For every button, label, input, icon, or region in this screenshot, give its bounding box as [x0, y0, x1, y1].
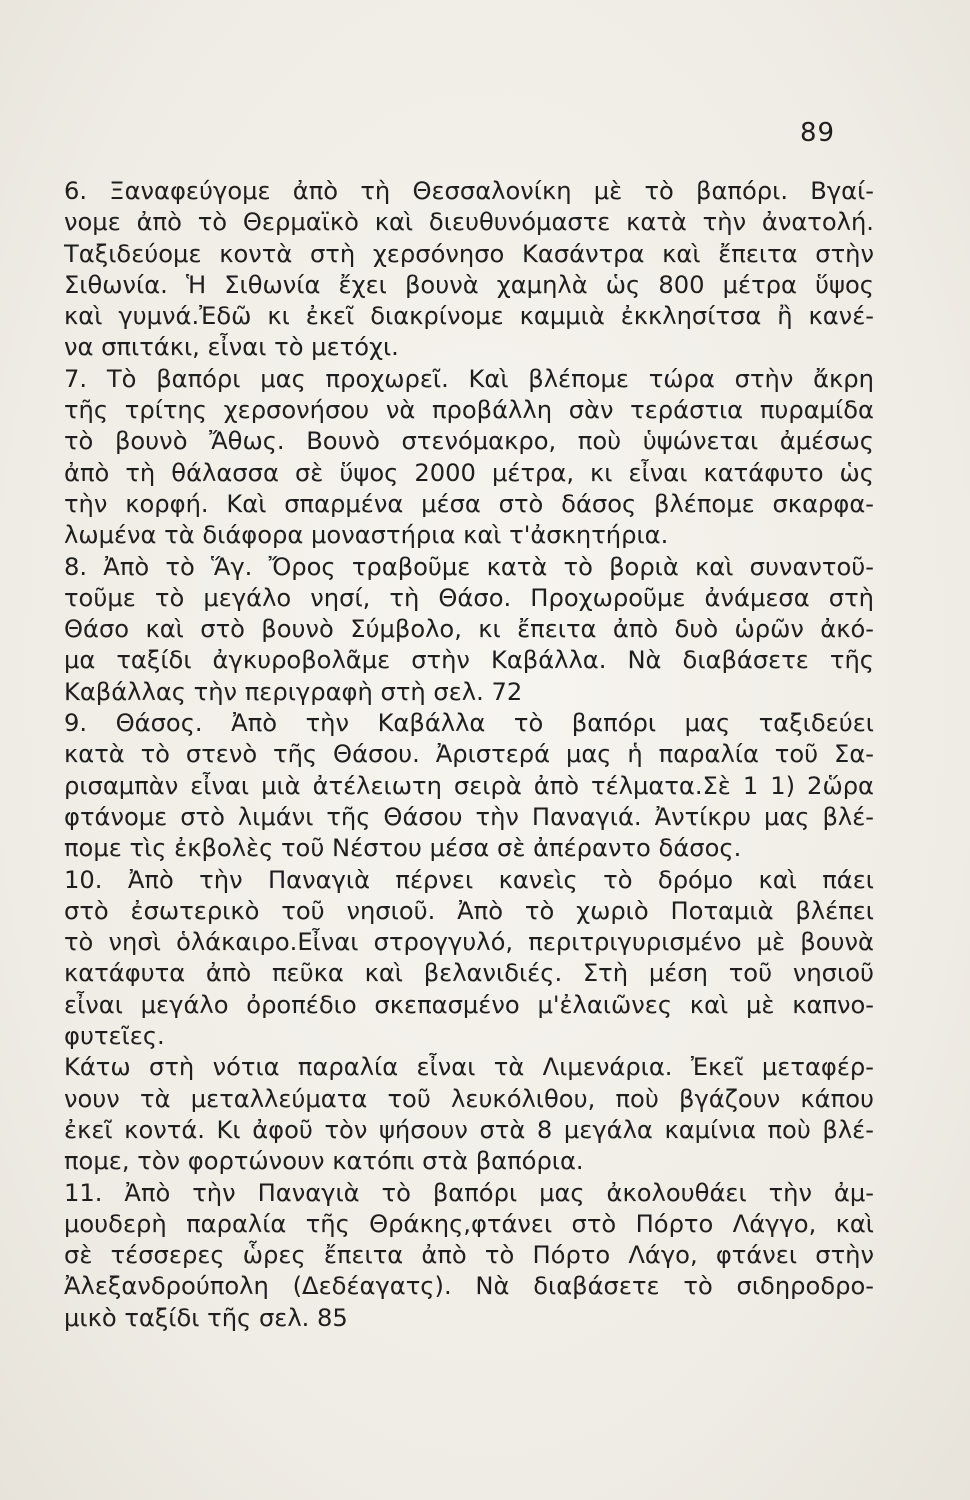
text-line: Κάτω στὴ νότια παραλία εἶναι τὰ Λιμενάρια. Ἐκεῖ μεταφέρ-: [64, 1053, 874, 1082]
text-line: Καβάλλας τὴν περιγραφὴ στὴ σελ. 72: [64, 677, 523, 706]
text-line: Σιθωνία. Ἡ Σιθωνία ἔχει βουνὰ χαμηλὰ ὡς 800 μέτρα ὕψος: [64, 270, 874, 299]
page-number: 89: [800, 118, 836, 148]
text-line: τὸ νησὶ ὁλάκαιρο.Εἶναι στρογγυλό, περιτριγυρισμένο μὲ βουνὰ: [64, 928, 874, 957]
text-line: νουν τὰ μεταλλεύματα τοῦ λευκόλιθου, ποὺ βγάζουν κάπου: [64, 1084, 874, 1113]
body-text: [64, 176, 874, 1334]
text-line: 9. Θάσος. Ἀπὸ τὴν Καβάλλα τὸ βαπόρι μας ταξιδεύει: [64, 709, 874, 738]
text-line: μουδερὴ παραλία τῆς Θράκης,φτάνει στὸ Πόρτο Λάγγο, καὶ: [64, 1209, 874, 1238]
text-line: να σπιτάκι, εἶναι τὸ μετόχι.: [64, 333, 399, 362]
text-line: μα ταξίδι ἀγκυροβολᾶμε στὴν Καβάλλα. Νὰ διαβάσετε τῆς: [64, 646, 874, 675]
text-line: τὴν κορφή. Καὶ σπαρμένα μέσα στὸ δάσος βλέπομε σκαρφα-: [64, 489, 874, 518]
text-line: λωμένα τὰ διάφορα μοναστήρια καὶ τ'ἀσκητήρια.: [64, 521, 669, 550]
text-line: πομε, τὸν φορτώνουν κατόπι στὰ βαπόρια.: [64, 1147, 584, 1176]
text-line: σὲ τέσσερες ὧρες ἔπειτα ἀπὸ τὸ Πόρτο Λάγο, φτάνει στὴν: [64, 1241, 874, 1270]
text-line: 11. Ἀπὸ τὴν Παναγιὰ τὸ βαπόρι μας ἀκολουθάει τὴν ἀμ-: [64, 1178, 874, 1207]
text-line: τὸ βουνὸ Ἄθως. Βουνὸ στενόμακρο, ποὺ ὑψώνεται ἀμέσως: [64, 427, 874, 456]
text-line: στὸ ἐσωτερικὸ τοῦ νησιοῦ. Ἀπὸ τὸ χωριὸ Ποταμιὰ βλέπει: [64, 896, 874, 925]
text-line: 6. Ξαναφεύγομε ἀπὸ τὴ Θεσσαλονίκη μὲ τὸ βαπόρι. Βγαί-: [64, 177, 874, 205]
text-line: ρισαμπὰν εἶναι μιὰ ἀτέλειωτη σειρὰ ἀπὸ τέλματα.Σὲ 1 1) 2ὥρα: [64, 771, 874, 800]
text-line: νομε ἀπὸ τὸ Θερμαϊκὸ καὶ διευθυνόμαστε κατὰ τὴν ἀνατολή.: [64, 208, 874, 237]
text-line: 10. Ἀπὸ τὴν Παναγιὰ πέρνει κανεὶς τὸ δρόμο καὶ πάει: [64, 865, 874, 894]
text-line: φυτεῖες.: [64, 1022, 165, 1051]
text-line: ἀπὸ τὴ θάλασσα σὲ ὕψος 2000 μέτρα, κι εἶναι κατάφυτο ὡς: [64, 458, 874, 487]
text-line: 7. Τὸ βαπόρι μας προχωρεῖ. Καὶ βλέπομε τώρα στὴν ἄκρη: [64, 364, 874, 393]
text-line: πομε τὶς ἐκβολὲς τοῦ Νέστου μέσα σὲ ἀπέραντο δάσος.: [64, 834, 742, 863]
text-line: Θάσο καὶ στὸ βουνὸ Σύμβολο, κι ἔπειτα ἀπὸ δυὸ ὡρῶν ἀκό-: [64, 615, 874, 644]
text-line: Ἀλεξανδρούπολη (Δεδέαγατς). Νὰ διαβάσετε τὸ σιδηροδρο-: [64, 1272, 874, 1301]
text-line: τῆς τρίτης χερσονήσου νὰ προβάλλη σὰν τεράστια πυραμίδα: [64, 396, 874, 425]
text-line: τοῦμε τὸ μεγάλο νησί, τὴ Θάσο. Προχωροῦμε ἀνάμεσα στὴ: [64, 583, 874, 612]
text-line: 8. Ἀπὸ τὸ Ἅγ. Ὄρος τραβοῦμε κατὰ τὸ βοριὰ καὶ συναντοῦ-: [64, 552, 874, 581]
text-line: καὶ γυμνά.Ἐδῶ κι ἐκεῖ διακρίνομε καμμιὰ ἐκκλησίτσα ἢ κανέ-: [64, 302, 874, 331]
text-line: κατὰ τὸ στενὸ τῆς Θάσου. Ἀριστερά μας ἡ παραλία τοῦ Σα-: [64, 740, 874, 769]
text-line: ἐκεῖ κοντά. Κι ἀφοῦ τὸν ψήσουν στὰ 8 μεγάλα καμίνια ποὺ βλέ-: [64, 1115, 874, 1144]
text-line: Ταξιδεύομε κοντὰ στὴ χερσόνησο Κασάντρα καὶ ἔπειτα στὴν: [64, 239, 874, 268]
text-line: εἶναι μεγάλο ὀροπέδιο σκεπασμένο μ'ἐλαιῶνες καὶ μὲ καπνο-: [64, 990, 874, 1019]
text-line: φτάνομε στὸ λιμάνι τῆς Θάσου τὴν Παναγιά. Ἀντίκρυ μας βλέ-: [64, 802, 874, 831]
text-line: κατάφυτα ἀπὸ πεῦκα καὶ βελανιδιές. Στὴ μέση τοῦ νησιοῦ: [64, 959, 874, 988]
text-line: μικὸ ταξίδι τῆς σελ. 85: [64, 1303, 348, 1332]
